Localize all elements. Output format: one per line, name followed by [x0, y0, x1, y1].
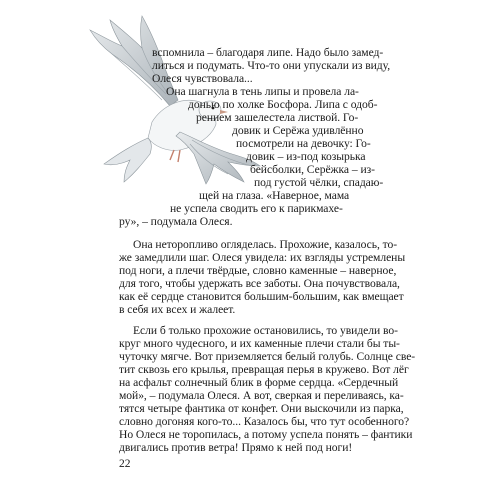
text-line: вспомнила – благодаря липе. Надо было замед- — [152, 46, 384, 59]
text-line: для того, чтобы удержать все заботы. Она почувствовала, — [119, 277, 400, 290]
text-line: двигались против ветра! Прямо к ней под ноги! — [119, 441, 353, 454]
text-line: посмотрели на девочку: Го- — [236, 137, 371, 150]
text-line: донью по холке Босфора. Липа с одоб- — [188, 98, 378, 111]
text-line: бейсболки, Серёжка – из- — [250, 163, 375, 176]
text-line: Если б только прохожие остановились, то увидели во- — [133, 324, 398, 337]
text-line: в себя их всех и жалеет. — [119, 303, 236, 316]
text-line: не успела сводить его к парикмахе- — [170, 202, 343, 215]
text-line: же замедлили шаг. Олеся увидела: их взгляды устремлены — [119, 251, 406, 264]
text-line: как её сердце становится большим-большим, как вмещает — [119, 290, 404, 303]
text-line: Она неторопливо огляделась. Прохожие, казалось, то- — [133, 238, 398, 251]
text-line: на асфальт солнечный блик в форме сердца. «Сердечный — [119, 376, 399, 389]
text-line: словно догоняя кого-то... Казалось бы, что тут особенного? — [119, 415, 410, 428]
text-line: Но Олеся не торопилась, а потому успела понять – фантики — [119, 428, 413, 441]
text-line: Олеся чувствовала... — [152, 72, 253, 85]
text-line: ру», – подумала Олеся. — [119, 215, 233, 228]
text-line: мой», – подумала Олеся. А вот, сверкая и переливаясь, ка- — [119, 389, 404, 402]
text-line: довик – из-под козырька — [246, 150, 366, 163]
text-line: чуточку мягче. Вот приземляется белый голубь. Солнце све- — [119, 350, 416, 363]
text-line: щей на глаза. «Наверное, мама — [199, 189, 350, 202]
text-line: Она шагнула в тень липы и провела ла- — [166, 85, 359, 98]
text-line: рением зашелестела листвой. Го- — [196, 111, 359, 124]
text-line: под ноги, а плечи твёрдые, словно каменные – наверное, — [119, 264, 397, 277]
text-line: литься и подумать. Что-то они упускали из виду, — [152, 59, 391, 72]
text-line: тятся четыре фантика от конфет. Они выскочили из парка, — [119, 402, 404, 415]
text-line: довик и Серёжа удивлённо — [232, 124, 364, 137]
page-number: 22 — [119, 458, 131, 470]
text-line: тит сквозь его крылья, превращая перья в кружево. Вот лёг — [119, 363, 409, 376]
text-line: под густой чёлки, спадаю- — [254, 176, 384, 189]
text-line: круг много чудесного, и их каменные плечи стали бы ты- — [119, 337, 400, 350]
